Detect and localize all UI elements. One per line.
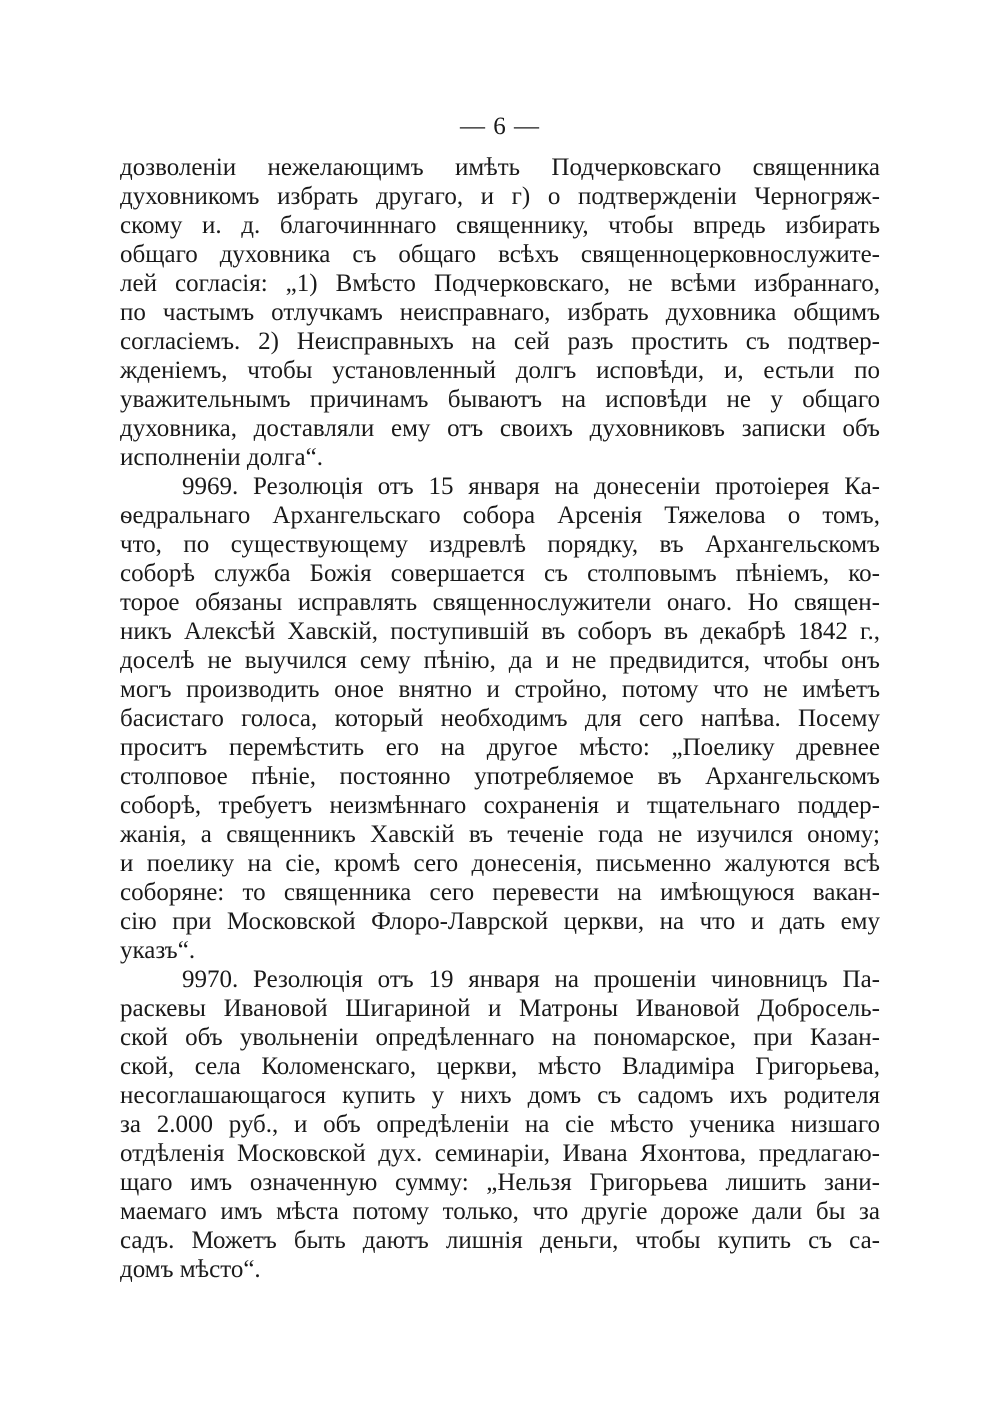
text-line: домъ мѣсто“. (120, 1256, 261, 1283)
text-line: соборѣ служба Божія совершается съ столповымъ пѣніемъ, ко- (120, 560, 880, 587)
text-line: могъ производить оное внятно и стройно, потому что не имѣетъ (120, 676, 880, 703)
text-line: ской, села Коломенскаго, церкви, мѣсто Владиміра Григорьева, (120, 1053, 880, 1080)
text-line: столповое пѣніе, постоянно употребляемое въ Архангельскомъ (120, 763, 880, 790)
text-line: жденіемъ, чтобы установленный долгъ исповѣди, и, естьли по (120, 357, 880, 384)
text-line: торое обязаны исправлять священнослужители онаго. Но священ- (120, 589, 880, 616)
text-line: духовникомъ избрать другаго, и г) о подтвержденіи Черногряж- (120, 183, 880, 210)
text-line: 9969. Резолюція отъ 15 января на донесеніи протоіерея Ка- (182, 473, 880, 500)
paragraph-continuation (120, 153, 880, 472)
text-line: жанія, а священникъ Хавскій въ теченіе года не изучился оному; (120, 821, 880, 848)
text-line: маемаго имъ мѣста потому только, что другіе дороже дали бы за (120, 1198, 880, 1225)
text-line: 9970. Резолюція отъ 19 января на прошеніи чиновницъ Па- (182, 966, 880, 993)
text-line: указъ“. (120, 937, 196, 964)
text-line: соборяне: то священника сего перевести на имѣющуюся вакан- (120, 879, 880, 906)
text-line: соборѣ, требуетъ неизмѣннаго сохраненія и тщательнаго поддер- (120, 792, 880, 819)
text-line: что, по существующему издревлѣ порядку, въ Архангельскомъ (120, 531, 880, 558)
text-line: уважительнымъ причинамъ бываютъ на исповѣди не у общаго (120, 386, 880, 413)
text-line: проситъ перемѣстить его на другое мѣсто: „Поелику древнее (120, 734, 880, 761)
text-line: несоглашающагося купить у нихъ домъ съ садомъ ихъ родителя (120, 1082, 880, 1109)
page-number: — 6 — (460, 113, 540, 140)
text-line: дозволеніи нежелающимъ имѣть Подчерковскаго священника (120, 154, 880, 181)
text-line: лей согласія: „1) Вмѣсто Подчерковскаго, не всѣми избраннаго, (120, 270, 880, 297)
body-text (120, 153, 880, 1284)
text-line: за 2.000 руб., и объ опредѣленіи на сіе мѣсто ученика низшаго (120, 1111, 880, 1138)
text-line: духовника, доставляли ему отъ своихъ духовниковъ записки объ (120, 415, 880, 442)
text-line: исполненіи долга“. (120, 444, 323, 471)
text-line: сію при Московской Флоро-Лаврской церкви, на что и дать ему (120, 908, 880, 935)
text-line: ѳедральнаго Архангельскаго собора Арсенія Тяжелова о томъ, (120, 502, 880, 529)
paragraph-9970 (120, 965, 880, 1284)
text-line: никъ Алексѣй Хавскій, поступившій въ соборъ въ декабрѣ 1842 г., (120, 618, 880, 645)
text-line: басистаго голоса, который необходимъ для сего напѣва. Посему (120, 705, 880, 732)
paragraph-9969 (120, 472, 880, 965)
text-line: щаго имъ означенную сумму: „Нельзя Григорьева лишить зани- (120, 1169, 880, 1196)
text-line: по частымъ отлучкамъ неисправнаго, избрать духовника общимъ (120, 299, 880, 326)
text-line: доселѣ не выучился сему пѣнію, да и не предвидится, чтобы онъ (120, 647, 880, 674)
text-line: общаго духовника съ общаго всѣхъ священноцерковнослужите- (120, 241, 880, 268)
text-line: согласіемъ. 2) Неисправныхъ на сей разъ простить съ подтвер- (120, 328, 880, 355)
text-line: ской объ увольненіи опредѣленнаго на пономарское, при Казан- (120, 1024, 880, 1051)
text-line: раскевы Ивановой Шигариной и Матроны Ивановой Добросель- (120, 995, 880, 1022)
text-line: садъ. Можетъ быть даютъ лишнія деньги, чтобы купить съ са- (120, 1227, 880, 1254)
text-line: скому и. д. благочинннаго священнику, чтобы впредь избирать (120, 212, 880, 239)
text-line: и поелику на сіе, кромѣ сего донесенія, письменно жалуются всѣ (120, 850, 880, 877)
text-line: отдѣленія Московской дух. семинаріи, Ивана Яхонтова, предлагаю- (120, 1140, 880, 1167)
